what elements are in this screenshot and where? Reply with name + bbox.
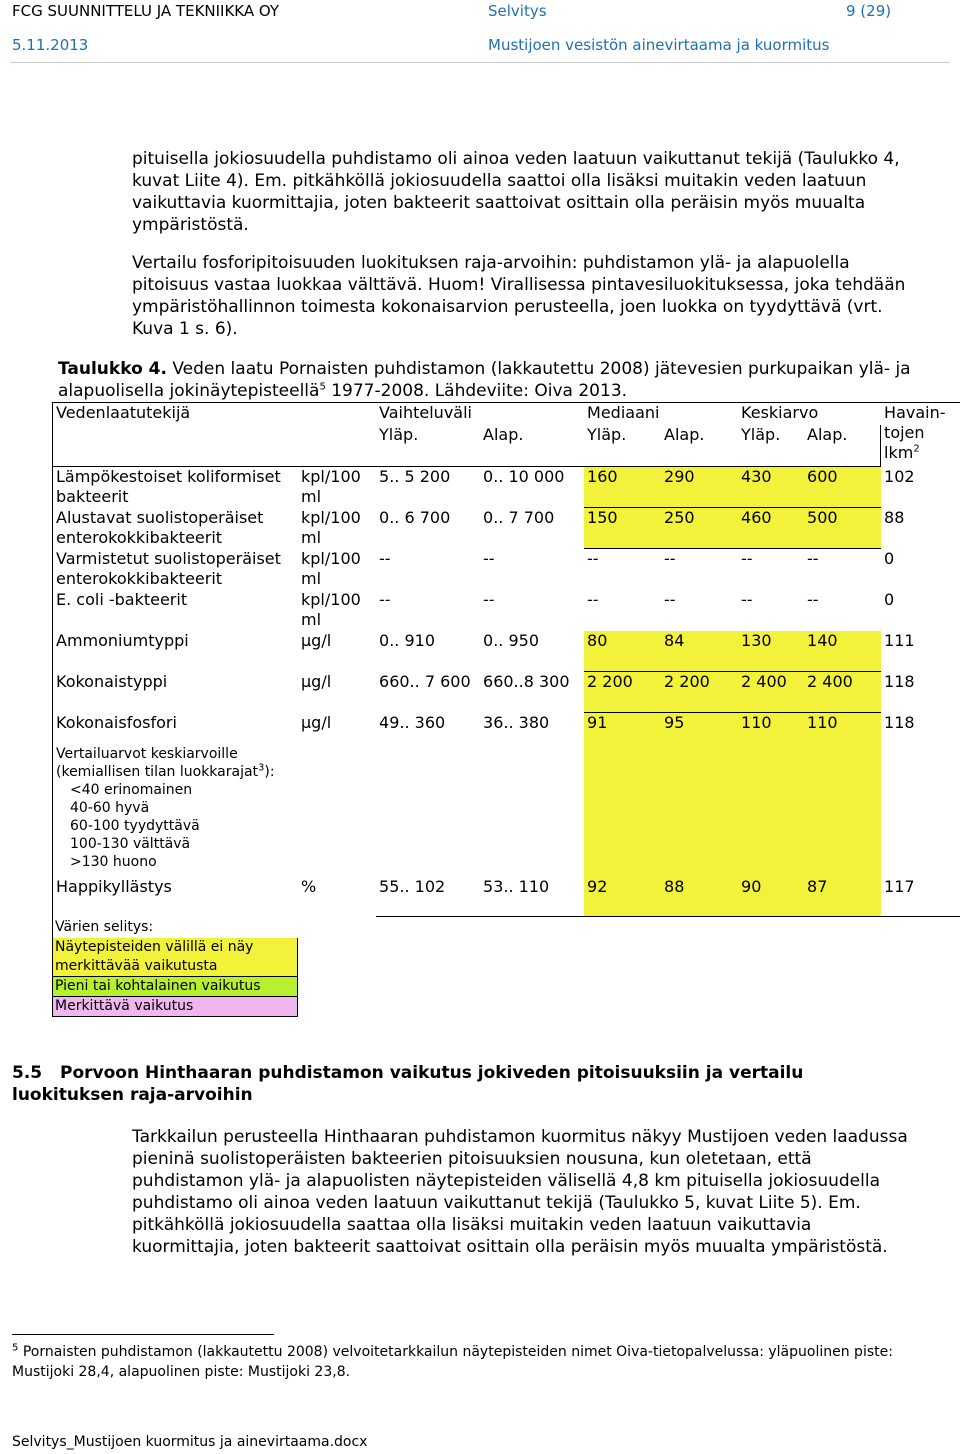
row-name: Happikyllästys [53,877,298,917]
intro-paragraph-2: Vertailu fosforipitoisuuden luokituksen raja-arvoihin: puhdistamon ylä- ja alapuolella pitoisuus vastaa luokkaa välttävä. Huom! Virallisessa pintavesiluokituksessa, joka tehdään ympäristöhallinnon toimesta kokonaisarvion perusteella, joen luokka on tyydyttävä (vrt. Kuva 1 s. 6). [132,253,906,339]
row-mean-down: -- [807,590,819,609]
row-median-down: -- [664,549,676,568]
row-name: Lämpökestoiset koliformiset bakteerit [53,467,298,508]
row-count: 118 [881,672,960,713]
subheader-up: Yläp. [376,425,480,467]
subheader-up: Yläp. [584,425,661,467]
footnote [12,1342,942,1382]
header-observations [881,403,960,467]
row-name: Kokonaistyppi [53,672,298,713]
row-name: Alustavat suolistoperäiset enterokokkibakteerit [53,508,298,549]
document-type: Selvitys [488,2,547,20]
company-name: FCG SUUNNITTELU JA TEKNIIKKA OY [12,2,280,20]
row-mean-up: 90 [738,877,804,917]
caption-text: Veden laatu Pornaisten puhdistamon (lakkautettu 2008) jätevesien purkupaikan ylä- ja alapuolisella jokinäytepisteellä [58,359,911,401]
row-count: 111 [881,631,960,672]
row-unit: % [301,877,317,896]
table-header-row [53,403,960,425]
footnote-number: 5 [12,1342,19,1354]
header-observations-label: Havain-tojen lkm [884,403,946,462]
row-median-up: -- [584,549,661,590]
reference-title-text: Vertailuarvot keskiarvoille (kemiallisen tilan luokkarajat [56,746,259,780]
row-range-up: -- [376,590,480,631]
row-count: 102 [881,467,960,508]
row-median-up: 80 [584,631,661,672]
legend-item [53,977,298,997]
legend-title-row [53,918,298,938]
table-row [53,467,960,508]
header-range: Vaihteluväli [376,403,584,425]
subheader-down: Alap. [804,425,881,467]
row-range-up: 5.. 5 200 [376,467,480,508]
row-median-down: 88 [661,877,738,917]
legend-item [53,997,298,1017]
intro-paragraph-1: pituisella jokiosuudella puhdistamo oli ainoa veden laatuun vaikuttanut tekijä (Taulukko 4, kuvat Liite 4). Em. pitkähköllä jokiosuudella saattoi olla lisäksi muitakin veden laatuun vaikuttavia kuormittajia, joten bakteerit saattoivat osittain olla peräisin myös muualta ympäristöstä. [132,149,900,235]
legend-no-impact: Näytepisteiden välillä ei näy merkittävää vaikutusta [53,938,298,977]
legend-title: Värien selitys: [53,918,298,938]
water-quality-table [52,402,960,917]
table-row [53,508,960,549]
row-mean-down: 500 [804,508,881,549]
row-median-down: 290 [661,467,738,508]
subheader-up: Yläp. [738,425,804,467]
document-title: Mustijoen vesistön ainevirtaama ja kuormitus [488,36,830,54]
row-range-down: 53.. 110 [480,877,584,917]
header-median: Mediaani [584,403,738,425]
row-count: 88 [881,508,960,549]
header-divider [10,62,950,63]
row-mean-down: 600 [804,467,881,508]
table-row [53,877,960,917]
row-range-down: 660..8 300 [483,672,570,691]
subheader-down: Alap. [661,425,738,467]
header-factor: Vedenlaatutekijä [53,403,376,425]
reference-title-ref: 3 [258,762,265,774]
row-mean-up: 430 [738,467,804,508]
row-count: 0 [881,590,960,631]
row-count: 117 [881,877,960,917]
row-range-down: -- [483,549,495,568]
table-caption [58,358,938,402]
row-mean-down: -- [807,549,819,568]
table-row [53,590,960,631]
row-median-up: 2 200 [584,672,661,713]
footnote-divider [12,1334,274,1335]
row-mean-down: 110 [804,713,881,877]
table-subheader-row [53,425,960,467]
section-number: 5.5 [12,1063,43,1083]
reference-class: >130 huono [70,854,157,870]
row-range-up: 55.. 102 [376,877,480,917]
row-range-down: 36.. 380 [483,713,550,732]
table-row [53,631,960,672]
row-unit: kpl/100 ml [301,508,361,547]
row-name: Kokonaisfosfori [56,713,177,732]
caption-footnote-ref: 5 [319,381,326,393]
row-mean-up: 110 [738,713,804,877]
subheader-empty [53,425,376,467]
reference-class: <40 erinomainen [70,782,193,798]
row-range-down: 0.. 10 000 [483,467,565,486]
table-row [53,672,960,713]
row-median-up: 91 [584,713,661,877]
row-unit: kpl/100 ml [301,467,361,506]
row-count: 118 [881,713,960,877]
row-range-up: 49.. 360 [376,713,480,877]
row-unit: kpl/100 ml [301,590,361,629]
row-unit: kpl/100 ml [301,549,361,588]
subheader-down: Alap. [480,425,584,467]
document-date: 5.11.2013 [12,36,89,54]
row-median-down: 84 [661,631,738,672]
row-median-down: 250 [661,508,738,549]
row-range-down: 0.. 950 [483,631,539,650]
table-row [53,713,960,877]
row-range-up: 0.. 6 700 [376,508,480,549]
legend-small-impact: Pieni tai kohtalainen vaikutus [53,977,298,997]
footnote-text: Pornaisten puhdistamon (lakkautettu 2008) velvoitetarkkailun näytepisteiden nimet Oiva-tietopalvelussa: yläpuolinen piste: Mustijoki 28,4, alapuolinen piste: Mustijoki 23,8. [12,1344,893,1380]
row-range-up: 0.. 910 [376,631,480,672]
reference-class: 40-60 hyvä [70,800,150,816]
row-name: E. coli -bakteerit [53,590,298,631]
row-name-with-reference [53,713,298,877]
section-heading [12,1062,912,1106]
caption-label: Taulukko 4. [58,359,167,379]
caption-source: 1977-2008. Lähdeviite: Oiva 2013. [331,381,628,401]
footer-filename: Selvitys_Mustijoen kuormitus ja ainevirtaama.docx [12,1434,368,1450]
row-name: Ammoniumtyppi [53,631,298,672]
reference-class: 100-130 välttävä [70,836,191,852]
header-observations-ref: 2 [913,443,920,455]
row-median-up: -- [584,590,661,631]
row-mean-up: 2 400 [738,672,804,713]
section-title: Porvoon Hinthaaran puhdistamon vaikutus jokiveden pitoisuuksiin ja vertailu luokituksen raja-arvoihin [12,1063,804,1105]
legend-item [53,938,298,977]
row-median-up: 150 [584,508,661,549]
page-number: 9 (29) [846,2,892,20]
row-range-down: 0.. 7 700 [483,508,555,527]
table-row [53,549,960,590]
row-range-down: -- [483,590,495,609]
row-name: Varmistetut suolistoperäiset enterokokkibakteerit [53,549,298,590]
reference-title [56,745,294,781]
row-mean-down: 140 [804,631,881,672]
row-unit: µg/l [301,631,332,650]
row-unit: µg/l [301,672,332,691]
row-median-down: 2 200 [661,672,738,713]
row-range-up: 660.. 7 600 [376,672,480,713]
legend-significant-impact: Merkittävä vaikutus [53,997,298,1017]
row-range-up: -- [376,549,480,590]
row-unit: µg/l [301,713,332,732]
row-mean-up: -- [738,549,804,590]
row-mean-down: 2 400 [804,672,881,713]
row-mean-down: 87 [804,877,881,917]
color-legend [52,917,298,1017]
row-mean-up: -- [738,590,804,631]
reference-title-end: ): [264,764,275,780]
row-median-down: 95 [661,713,738,877]
row-median-down: -- [664,590,676,609]
section-paragraph: Tarkkailun perusteella Hinthaaran puhdistamon kuormitus näkyy Mustijoen veden laadussa pieninä suolistoperäisten bakteerien pitoisuuksien nousuna, kun oletetaan, että puhdistamon ylä- ja alapuolisten näytepisteiden välisellä 4,8 km pituisella jokiosuudella puhdistamo oli ainoa veden laatuun vaikuttanut tekijä (Taulukko 5, kuvat Liite 5). Em. pitkähköllä jokiosuudella saattaa olla lisäksi muitakin veden laatuun vaikuttavia kuormittajia, joten bakteerit saattoivat osittain olla peräisin myös muualta ympäristöstä. [132,1127,908,1257]
row-count: 0 [881,549,960,590]
row-median-up: 160 [584,467,661,508]
header-mean: Keskiarvo [738,403,881,425]
row-mean-up: 460 [738,508,804,549]
row-median-up: 92 [584,877,661,917]
row-mean-up: 130 [738,631,804,672]
reference-class: 60-100 tyydyttävä [70,818,200,834]
